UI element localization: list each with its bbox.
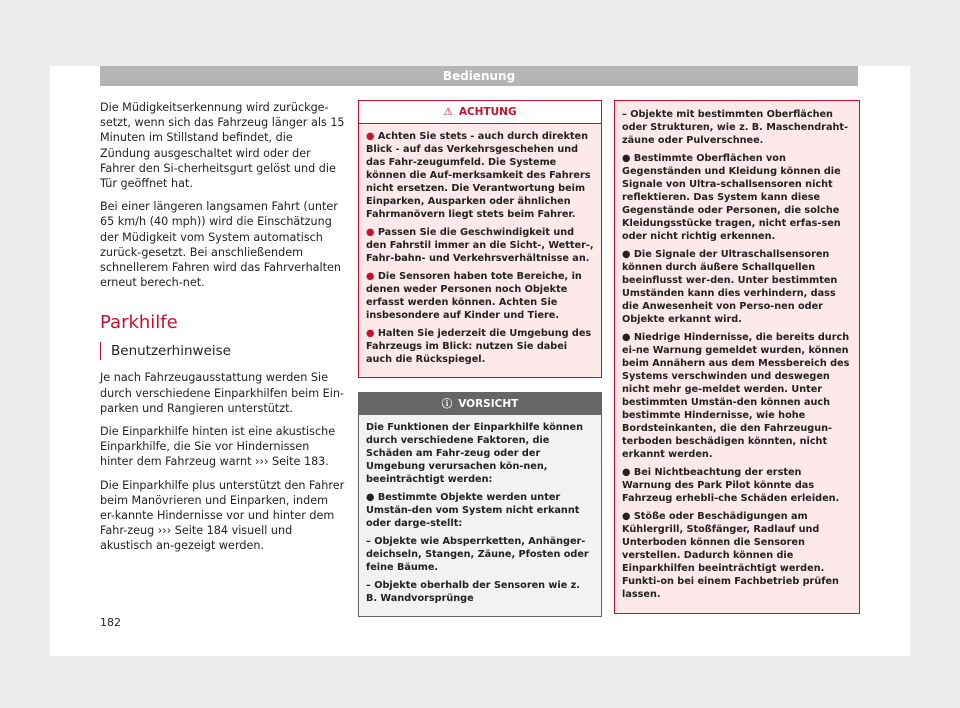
paragraph: Die Einparkhilfe plus unterstützt den Fahrer beim Manövrieren und Einparken, indem er-kannte Hindernisse vor und hinter dem Fahr-zeug ››› Seite 184 visuell und akustisch an-gezeigt werden. [100, 478, 345, 553]
paragraph: Je nach Fahrzeugausstattung werden Sie durch verschiedene Einparkhilfen beim Ein-parken und Rangieren unterstützt. [100, 371, 344, 415]
list-item: ● Halten Sie jederzeit die Umgebung des Fahrzeugs im Blick: nutzen Sie dabei auch die Rückspiegel. [366, 328, 592, 365]
list-item: ● Passen Sie die Geschwindigkeit und den Fahrstil immer an die Sicht-, Wetter-, Fahr-bahn- und Verkehrsverhältnisse an. [366, 227, 594, 264]
section-title: Parkhilfe [100, 312, 178, 334]
list-item: ● Niedrige Hindernisse, die bereits durch ei-ne Warnung gemeldet wurden, können beim Annähern aus dem Messbereich des Systems verschwinden und deswegen nicht mehr ge-meldet werden. Unter bestimmten Umstän-den können auch bestimmte Hindernisse, wie hohe Bordsteinkanten, die den Fahrzeugun-terboden beschädigen könnten, nicht erkannt werden. [622, 332, 850, 460]
warning-box [358, 100, 602, 378]
list-item: ● Die Sensoren haben tote Bereiche, in denen weder Personen noch Objekte erfasst werden können. Achten Sie insbesondere auf Kinder und Tiere. [366, 271, 582, 321]
list-item: ● Stöße oder Beschädigungen am Kühlergrill, Stoßfänger, Radlauf und Unterboden können die Sensoren verstellen. Dadurch können die Einparkhilfen beeinträchtigt werden. Funkti-on bei einem Fachbetrieb prüfen lassen. [622, 511, 839, 600]
sub-item: – Objekte wie Absperrketten, Anhänger-deichseln, Stangen, Zäune, Pfosten oder feine Bäume. [366, 536, 589, 573]
section-subtitle: Benutzerhinweise [100, 342, 345, 360]
caution-intro: Die Funktionen der Einparkhilfe können durch verschiedene Faktoren, die Schäden am Fahr-zeug oder der Umgebung verursachen kön-nen, beeinträchtigt werden: [366, 422, 583, 485]
warning-triangle-icon: ⚠ [443, 106, 453, 118]
info-circle-icon: ⓘ [441, 398, 453, 410]
list-item: ● Achten Sie stets - auch durch direkten Blick - auf das Verkehrsgeschehen und das Fahr-zeugumfeld. Die Systeme können die Auf-merksamkeit des Fahrers nicht ersetzen. Die Verantwortung beim Einparken, Ausparken oder ähnlichen Fahrmanövern liegt stets beim Fahrer. [366, 131, 591, 220]
list-item: ● Bei Nichtbeachtung der ersten Warnung des Park Pilot könnte das Fahrzeug erhebli-che Schäden erleiden. [622, 467, 840, 504]
caution-header: ⓘ VORSICHT [359, 393, 601, 415]
paragraph: Bei einer längeren langsamen Fahrt (unter 65 km/h (40 mph)) wird die Einschätzung der Müdigkeit vom System automatisch zurück-gesetzt. Bei anschließendem schnellerem Fahren wird das Fahrverhalten erneut berech-net. [100, 200, 342, 290]
list-item: ● Die Signale der Ultraschallsensoren können durch äußere Schallquellen beeinflusst wer-den. Unter bestimmten Umständen kann dies verhindern, dass die Anwesenheit von Perso-nen oder Objekte erkannt wird. [622, 249, 838, 325]
paragraph: Die Müdigkeitserkennung wird zurückge-setzt, wenn sich das Fahrzeug länger als 15 Minuten im Stillstand befindet, die Zündung ausgeschaltet wird oder der Fahrer den Si-cherheitsgurt gelöst und die Tür geöffnet hat. [100, 101, 345, 191]
sub-item: – Objekte mit bestimmten Oberflächen oder Strukturen, wie z. B. Maschendraht-zäune oder Pulverschnee. [622, 109, 849, 146]
left-column [100, 100, 345, 562]
list-item: ● Bestimmte Oberflächen von Gegenständen und Kleidung können die Signale von Ultra-schallsensoren nicht reflektieren. Das System kann diese Gegenstände oder Personen, die solche Kleidungsstücke tragen, nicht erfas-sen oder nicht richtig erkennen. [622, 153, 841, 242]
caution-box [358, 392, 602, 617]
section-header: Bedienung [100, 66, 858, 86]
page-number: 182 [100, 616, 121, 629]
paragraph: Die Einparkhilfe hinten ist eine akustische Einparkhilfe, die Sie vor Hindernissen hinter dem Fahrzeug warnt ››› Seite 183. [100, 425, 336, 469]
caution-continued-box [614, 100, 860, 614]
sub-item: – Objekte oberhalb der Sensoren wie z. B. Wandvorsprünge [366, 580, 580, 604]
warning-header: ⚠ ACHTUNG [359, 101, 601, 124]
list-item: ● Bestimmte Objekte werden unter Umstän-den vom System nicht erkannt oder darge-stellt: [366, 492, 580, 529]
